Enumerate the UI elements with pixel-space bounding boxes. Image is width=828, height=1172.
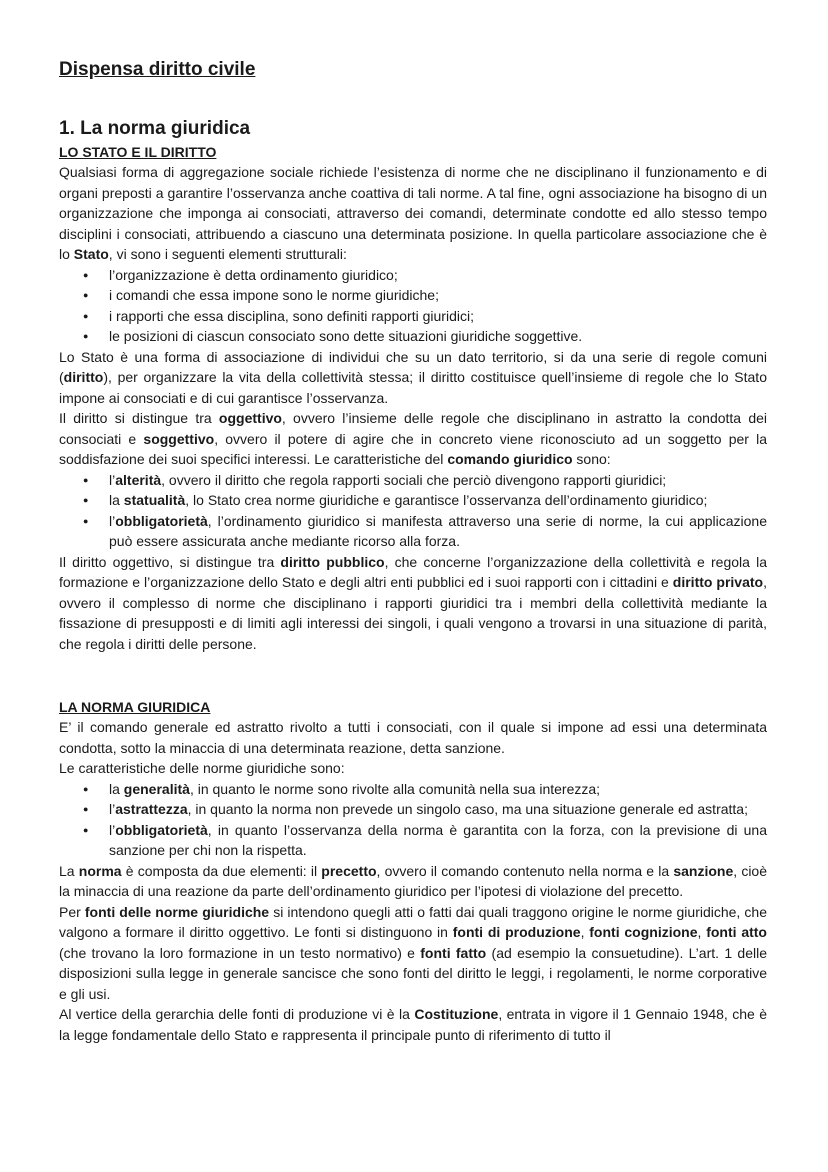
paragraph: Al vertice della gerarchia delle fonti di produzione vi è la Costituzione, entrata in vigore il 1 Gennaio 1948, che è la legge fondamentale dello Stato e rappresenta il principale punto di riferimento di tutto il	[59, 1006, 767, 1043]
bullet-list-norm-features	[59, 779, 767, 861]
list-item: ● i comandi che essa impone sono le norme giuridiche;	[59, 285, 767, 306]
document-title: Dispensa diritto civile	[59, 59, 256, 80]
list-item: ● le posizioni di ciascun consociato sono dette situazioni giuridiche soggettive.	[59, 326, 767, 347]
paragraph: Il diritto oggettivo, si distingue tra diritto pubblico, che concerne l’organizzazione della collettività e regola la formazione e l’organizzazione dello Stato e degli altri enti pubblici ed i suoi rapporti con i cittadini e diritto privato, ovvero il complesso di norme che disciplinano i rapporti giuridici tra i membri della collettività mediante la fissazione di presupposti e di limiti agli interessi dei singoli, i quali vengono a trovarsi in una situazione di parità, che regola i diritti delle persone.	[59, 553, 767, 652]
bullet-list-command-features	[59, 470, 767, 552]
list-item: ● la statualità, lo Stato crea norme giuridiche e garantisce l’osservanza dell’ordinamento giuridico;	[59, 490, 767, 511]
list-item: ● l’organizzazione è detta ordinamento giuridico;	[59, 265, 767, 286]
list-item: ● l’obbligatorietà, l’ordinamento giuridico si manifesta attraverso una serie di norme, la cui applicazione può essere assicurata anche mediante ricorso alla forza.	[59, 511, 767, 552]
list-item: ● l’astrattezza, in quanto la norma non prevede un singolo caso, ma una situazione generale ed astratta;	[59, 799, 767, 820]
document-page	[59, 56, 767, 1045]
list-item: ● i rapporti che essa disciplina, sono definiti rapporti giuridici;	[59, 306, 767, 327]
list-item: ● l’alterità, ovvero il diritto che regola rapporti sociali che perciò divengono rapporti giuridici;	[59, 470, 767, 491]
paragraph: E’ il comando generale ed astratto rivolto a tutti i consociati, con il quale si impone ad essi una determinata condotta, sotto la minaccia di una determinata reazione, detta sanzione.	[59, 719, 767, 756]
sub-heading-stato-diritto: LO STATO E IL DIRITTO	[59, 144, 217, 160]
section-title: 1. La norma giuridica	[59, 118, 251, 139]
paragraph: Per fonti delle norme giuridiche si intendono quegli atti o fatti dai quali traggono origine le norme giuridiche, che valgono a formare il diritto oggettivo. Le fonti si distinguono in fonti di produzione, fonti cognizione, fonti atto (che trovano la loro formazione in un testo normativo) e fonti fatto (ad esempio la consuetudine). L’art. 1 delle disposizioni sulla legge in generale sancisce che sono fonti del diritto le leggi, i regolamenti, le norme corporative e gli usi.	[59, 903, 767, 1002]
paragraph: Qualsiasi forma di aggregazione sociale richiede l’esistenza di norme che ne disciplinano il funzionamento e di organi preposti a garantire l’osservanza anche coattiva di tali norme. A tal fine, ogni associazione ha bisogno di un organizzazione che imponga ai consociati, attraverso dei comandi, determinate condotte ed allo stesso tempo disciplini i consociati, attribuendo a ciascuno una determinata posizione. In quella particolare associazione che è lo Stato, vi sono i seguenti elementi strutturali:	[59, 164, 767, 262]
paragraph: Lo Stato è una forma di associazione di individui che su un dato territorio, si da una serie di regole comuni (diritto), per organizzare la vita della collettività stessa; il diritto costituisce quell’insieme di regole che lo Stato impone ai consociati e di cui garantisce l’osservanza.	[59, 348, 767, 406]
list-item: ● l’obbligatorietà, in quanto l’osservanza della norma è garantita con la forza, con la previsione di una sanzione per chi non la rispetta.	[59, 820, 767, 861]
paragraph: Le caratteristiche delle norme giuridiche sono:	[59, 760, 345, 776]
sub-heading-norma-giuridica: LA NORMA GIURIDICA	[59, 699, 211, 715]
list-item: ● la generalità, in quanto le norme sono rivolte alla comunità nella sua interezza;	[59, 779, 767, 800]
paragraph: La norma è composta da due elementi: il precetto, ovvero il comando contenuto nella norma e la sanzione, cioè la minaccia di una reazione da parte dell’ordinamento giuridico per l’ipotesi di violazione del precetto.	[59, 862, 768, 899]
paragraph: Il diritto si distingue tra oggettivo, ovvero l’insieme delle regole che disciplinano in astratto la condotta dei consociati e soggettivo, ovvero il potere di agire che in concreto viene riconosciuto ad un soggetto per la soddisfazione dei suoi specifici interessi. Le caratteristiche del comando giuridico sono:	[59, 410, 768, 467]
bullet-list-elements	[59, 265, 767, 347]
